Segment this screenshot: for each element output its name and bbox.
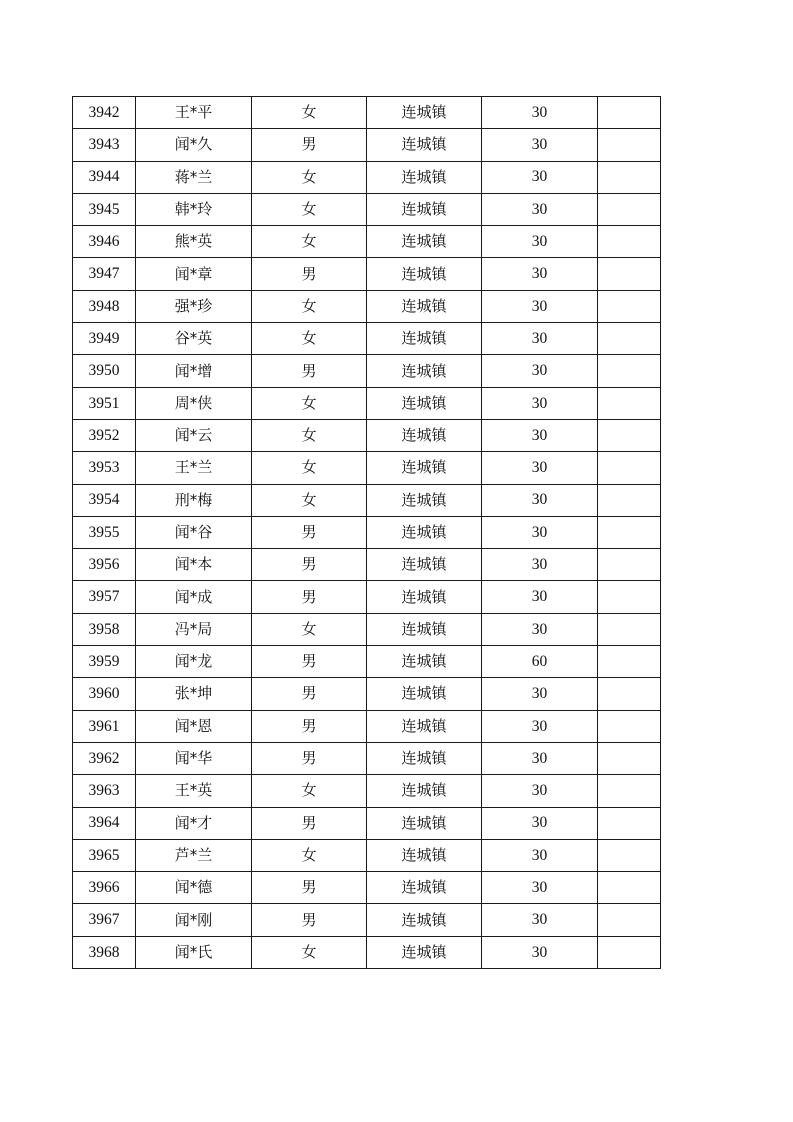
cell-amount: 30 xyxy=(482,936,598,968)
cell-number: 3961 xyxy=(73,710,136,742)
cell-town: 连城镇 xyxy=(367,419,482,451)
cell-amount: 30 xyxy=(482,613,598,645)
cell-amount: 30 xyxy=(482,742,598,774)
cell-town: 连城镇 xyxy=(367,323,482,355)
table-row xyxy=(73,419,661,451)
cell-town: 连城镇 xyxy=(367,807,482,839)
table-row xyxy=(73,904,661,936)
table-row xyxy=(73,581,661,613)
table-row xyxy=(73,323,661,355)
cell-number: 3942 xyxy=(73,97,136,129)
cell-town: 连城镇 xyxy=(367,355,482,387)
cell-town: 连城镇 xyxy=(367,646,482,678)
table-row xyxy=(73,258,661,290)
cell-amount: 30 xyxy=(482,226,598,258)
cell-name: 闻*龙 xyxy=(136,646,252,678)
cell-number: 3958 xyxy=(73,613,136,645)
cell-amount: 30 xyxy=(482,193,598,225)
table-row xyxy=(73,775,661,807)
cell-note xyxy=(598,775,661,807)
cell-note xyxy=(598,516,661,548)
table-row xyxy=(73,710,661,742)
cell-town: 连城镇 xyxy=(367,129,482,161)
cell-town: 连城镇 xyxy=(367,936,482,968)
cell-name: 韩*玲 xyxy=(136,193,252,225)
cell-gender: 女 xyxy=(252,452,367,484)
cell-number: 3951 xyxy=(73,387,136,419)
cell-gender: 男 xyxy=(252,872,367,904)
cell-note xyxy=(598,678,661,710)
cell-number: 3949 xyxy=(73,323,136,355)
table-row xyxy=(73,516,661,548)
cell-gender: 女 xyxy=(252,193,367,225)
cell-town: 连城镇 xyxy=(367,161,482,193)
cell-number: 3967 xyxy=(73,904,136,936)
cell-amount: 30 xyxy=(482,290,598,322)
cell-note xyxy=(598,387,661,419)
cell-name: 强*珍 xyxy=(136,290,252,322)
cell-town: 连城镇 xyxy=(367,581,482,613)
cell-gender: 女 xyxy=(252,484,367,516)
table-row xyxy=(73,161,661,193)
cell-name: 闻*恩 xyxy=(136,710,252,742)
cell-note xyxy=(598,807,661,839)
cell-amount: 30 xyxy=(482,419,598,451)
cell-note xyxy=(598,710,661,742)
cell-amount: 30 xyxy=(482,678,598,710)
cell-gender: 男 xyxy=(252,258,367,290)
cell-number: 3960 xyxy=(73,678,136,710)
cell-name: 芦*兰 xyxy=(136,839,252,871)
cell-number: 3946 xyxy=(73,226,136,258)
table-row xyxy=(73,678,661,710)
cell-name: 刑*梅 xyxy=(136,484,252,516)
cell-note xyxy=(598,161,661,193)
cell-number: 3965 xyxy=(73,839,136,871)
roster-table xyxy=(72,96,661,969)
cell-number: 3945 xyxy=(73,193,136,225)
cell-name: 张*坤 xyxy=(136,678,252,710)
cell-name: 闻*谷 xyxy=(136,516,252,548)
cell-name: 闻*成 xyxy=(136,581,252,613)
cell-gender: 男 xyxy=(252,355,367,387)
cell-name: 谷*英 xyxy=(136,323,252,355)
cell-town: 连城镇 xyxy=(367,742,482,774)
cell-note xyxy=(598,226,661,258)
table-row xyxy=(73,872,661,904)
cell-number: 3962 xyxy=(73,742,136,774)
cell-name: 冯*局 xyxy=(136,613,252,645)
table-row xyxy=(73,484,661,516)
cell-town: 连城镇 xyxy=(367,839,482,871)
cell-gender: 男 xyxy=(252,646,367,678)
cell-name: 王*平 xyxy=(136,97,252,129)
cell-number: 3947 xyxy=(73,258,136,290)
cell-number: 3966 xyxy=(73,872,136,904)
table-row xyxy=(73,646,661,678)
cell-number: 3964 xyxy=(73,807,136,839)
cell-note xyxy=(598,97,661,129)
cell-number: 3956 xyxy=(73,549,136,581)
cell-note xyxy=(598,355,661,387)
cell-amount: 30 xyxy=(482,484,598,516)
cell-town: 连城镇 xyxy=(367,613,482,645)
cell-town: 连城镇 xyxy=(367,904,482,936)
cell-town: 连城镇 xyxy=(367,872,482,904)
cell-number: 3948 xyxy=(73,290,136,322)
cell-name: 周*侠 xyxy=(136,387,252,419)
table-row xyxy=(73,355,661,387)
table-row xyxy=(73,290,661,322)
cell-amount: 30 xyxy=(482,872,598,904)
cell-number: 3953 xyxy=(73,452,136,484)
cell-amount: 30 xyxy=(482,549,598,581)
cell-note xyxy=(598,193,661,225)
cell-name: 闻*本 xyxy=(136,549,252,581)
cell-town: 连城镇 xyxy=(367,452,482,484)
cell-amount: 30 xyxy=(482,581,598,613)
cell-note xyxy=(598,839,661,871)
cell-town: 连城镇 xyxy=(367,226,482,258)
cell-amount: 30 xyxy=(482,452,598,484)
cell-note xyxy=(598,290,661,322)
cell-note xyxy=(598,646,661,678)
cell-note xyxy=(598,904,661,936)
cell-note xyxy=(598,419,661,451)
cell-town: 连城镇 xyxy=(367,97,482,129)
cell-name: 闻*增 xyxy=(136,355,252,387)
table-row xyxy=(73,807,661,839)
table-row xyxy=(73,97,661,129)
cell-name: 闻*德 xyxy=(136,872,252,904)
cell-note xyxy=(598,936,661,968)
cell-amount: 60 xyxy=(482,646,598,678)
cell-gender: 女 xyxy=(252,775,367,807)
cell-number: 3950 xyxy=(73,355,136,387)
cell-amount: 30 xyxy=(482,516,598,548)
cell-town: 连城镇 xyxy=(367,193,482,225)
cell-number: 3943 xyxy=(73,129,136,161)
cell-gender: 男 xyxy=(252,904,367,936)
cell-gender: 女 xyxy=(252,97,367,129)
cell-name: 王*兰 xyxy=(136,452,252,484)
cell-number: 3959 xyxy=(73,646,136,678)
cell-town: 连城镇 xyxy=(367,516,482,548)
cell-gender: 男 xyxy=(252,807,367,839)
cell-name: 闻*华 xyxy=(136,742,252,774)
cell-gender: 女 xyxy=(252,226,367,258)
cell-gender: 男 xyxy=(252,742,367,774)
cell-amount: 30 xyxy=(482,323,598,355)
cell-gender: 女 xyxy=(252,936,367,968)
cell-gender: 男 xyxy=(252,710,367,742)
cell-note xyxy=(598,452,661,484)
table-row xyxy=(73,613,661,645)
cell-number: 3968 xyxy=(73,936,136,968)
cell-number: 3963 xyxy=(73,775,136,807)
cell-town: 连城镇 xyxy=(367,710,482,742)
cell-town: 连城镇 xyxy=(367,290,482,322)
table-row xyxy=(73,193,661,225)
cell-amount: 30 xyxy=(482,161,598,193)
cell-gender: 女 xyxy=(252,161,367,193)
cell-gender: 女 xyxy=(252,613,367,645)
cell-note xyxy=(598,581,661,613)
cell-amount: 30 xyxy=(482,807,598,839)
cell-note xyxy=(598,484,661,516)
cell-gender: 女 xyxy=(252,290,367,322)
cell-number: 3954 xyxy=(73,484,136,516)
cell-name: 闻*云 xyxy=(136,419,252,451)
cell-amount: 30 xyxy=(482,904,598,936)
cell-name: 蒋*兰 xyxy=(136,161,252,193)
cell-number: 3957 xyxy=(73,581,136,613)
cell-amount: 30 xyxy=(482,258,598,290)
cell-amount: 30 xyxy=(482,710,598,742)
cell-gender: 女 xyxy=(252,839,367,871)
cell-note xyxy=(598,742,661,774)
table-row xyxy=(73,452,661,484)
cell-town: 连城镇 xyxy=(367,549,482,581)
cell-town: 连城镇 xyxy=(367,775,482,807)
cell-note xyxy=(598,872,661,904)
cell-gender: 女 xyxy=(252,419,367,451)
table-row xyxy=(73,129,661,161)
cell-note xyxy=(598,258,661,290)
cell-amount: 30 xyxy=(482,97,598,129)
roster-table-body xyxy=(73,97,661,969)
cell-town: 连城镇 xyxy=(367,678,482,710)
cell-amount: 30 xyxy=(482,387,598,419)
cell-name: 闻*久 xyxy=(136,129,252,161)
cell-number: 3955 xyxy=(73,516,136,548)
cell-name: 闻*才 xyxy=(136,807,252,839)
cell-number: 3944 xyxy=(73,161,136,193)
cell-town: 连城镇 xyxy=(367,258,482,290)
cell-amount: 30 xyxy=(482,839,598,871)
cell-amount: 30 xyxy=(482,775,598,807)
cell-note xyxy=(598,549,661,581)
cell-note xyxy=(598,323,661,355)
cell-note xyxy=(598,613,661,645)
table-row xyxy=(73,387,661,419)
cell-amount: 30 xyxy=(482,355,598,387)
cell-gender: 女 xyxy=(252,387,367,419)
cell-gender: 男 xyxy=(252,129,367,161)
table-row xyxy=(73,226,661,258)
cell-name: 闻*刚 xyxy=(136,904,252,936)
cell-town: 连城镇 xyxy=(367,387,482,419)
cell-name: 王*英 xyxy=(136,775,252,807)
table-row xyxy=(73,839,661,871)
cell-gender: 男 xyxy=(252,516,367,548)
cell-number: 3952 xyxy=(73,419,136,451)
cell-name: 闻*氏 xyxy=(136,936,252,968)
cell-gender: 男 xyxy=(252,581,367,613)
table-row xyxy=(73,936,661,968)
cell-name: 闻*章 xyxy=(136,258,252,290)
cell-note xyxy=(598,129,661,161)
cell-town: 连城镇 xyxy=(367,484,482,516)
table-row xyxy=(73,742,661,774)
cell-name: 熊*英 xyxy=(136,226,252,258)
cell-gender: 男 xyxy=(252,549,367,581)
cell-gender: 男 xyxy=(252,678,367,710)
cell-gender: 女 xyxy=(252,323,367,355)
table-row xyxy=(73,549,661,581)
cell-amount: 30 xyxy=(482,129,598,161)
